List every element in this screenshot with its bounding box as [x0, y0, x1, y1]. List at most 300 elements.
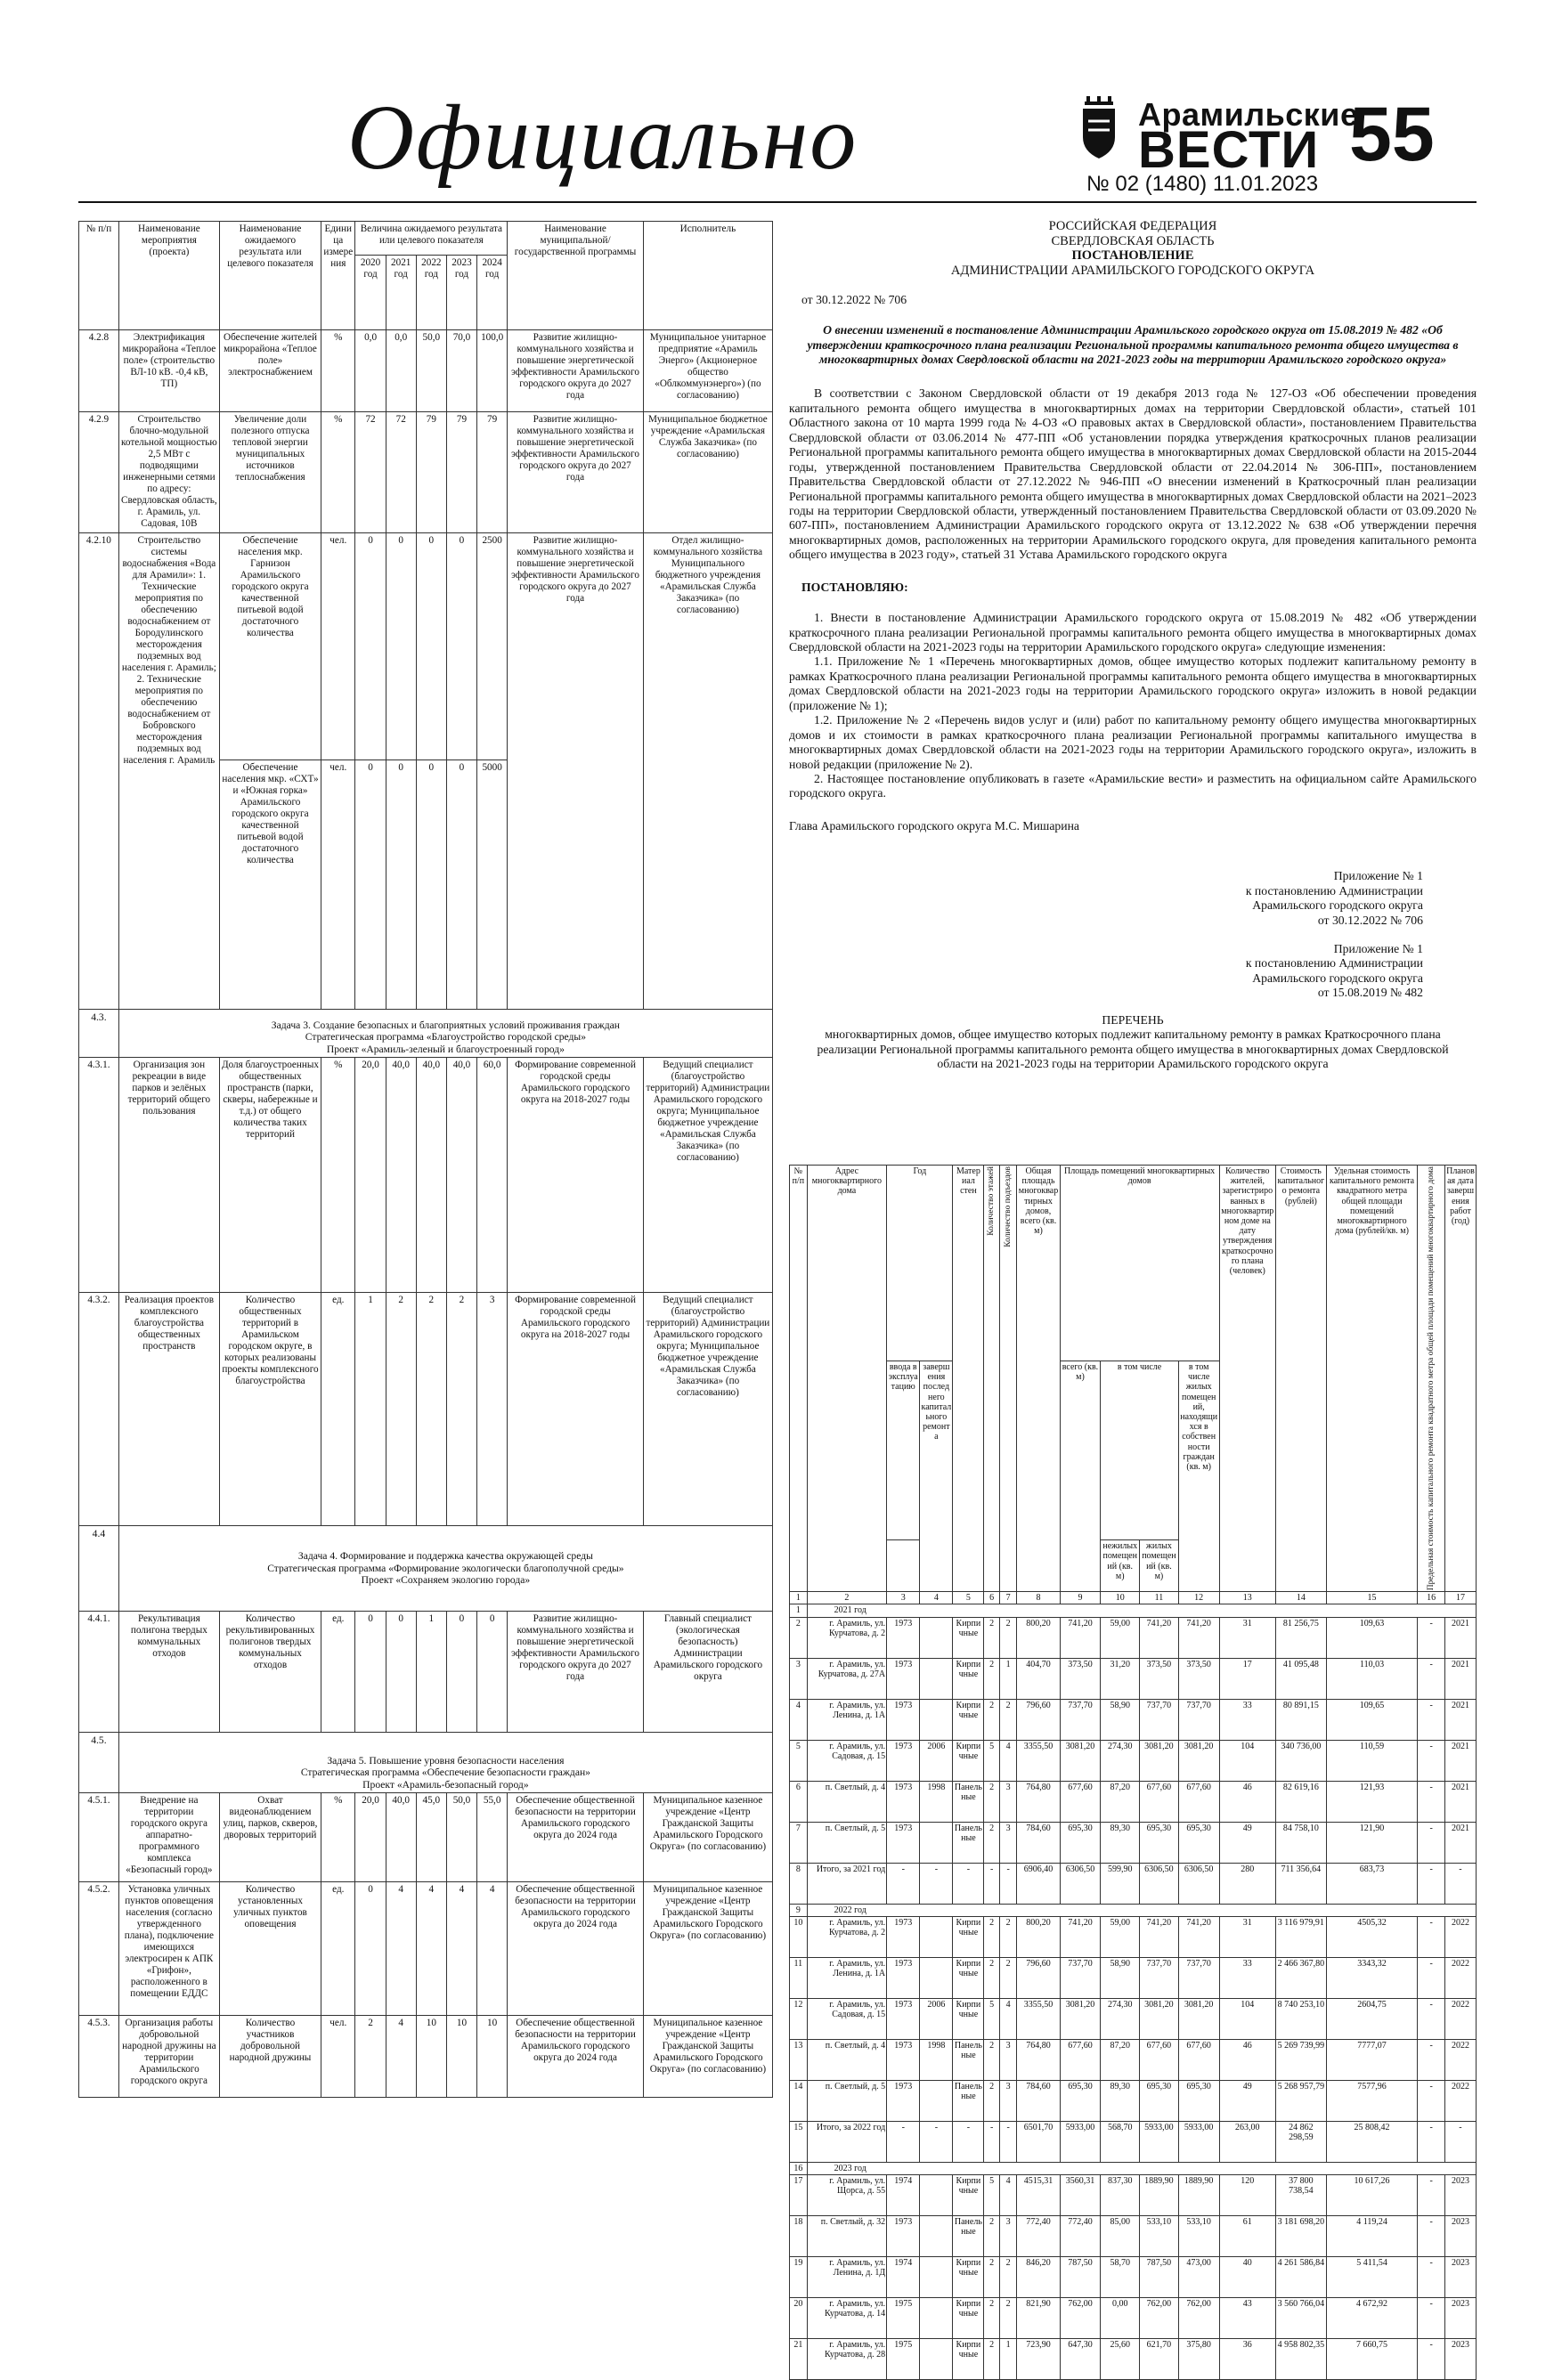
row-event: Внедрение на территории городского округа аппаратно-программного комплекса «Безопасный город» [118, 1793, 219, 1882]
row-value: 0 [386, 760, 416, 1010]
header-event: Наименование мероприятия (проекта) [118, 222, 219, 330]
table-row [79, 1882, 773, 2016]
row-g: 695,30 [1178, 2080, 1219, 2121]
row-g: 695,30 [1178, 1822, 1219, 1863]
row-address: п. Светлый, д. 4 [807, 2039, 887, 2080]
row-value: 20,0 [355, 1058, 386, 1293]
table-row [790, 1957, 1477, 1998]
row-y: 1973 [887, 1740, 920, 1781]
row-num: 15 [790, 2121, 808, 2162]
row-indicator: Количество общественных территорий в Арамильском городском округе, в которых реализованы проекты комплексного благоустройства [219, 1293, 321, 1526]
row-y2 [920, 1957, 953, 1998]
row-c: 24 862 298,59 [1275, 2121, 1326, 2162]
row-event: Организация работы добровольной народной дружины на территории Арамильского городского округа [118, 2016, 219, 2098]
row-l: - [1418, 2175, 1445, 2216]
row-unit: ед. [321, 1293, 355, 1526]
row-y: 1973 [887, 2039, 920, 2080]
row-l: - [1418, 2121, 1445, 2162]
row-nr: 274,30 [1101, 1998, 1140, 2039]
row-value: 100,0 [477, 330, 508, 412]
row-m: - [953, 2121, 984, 2162]
row-l: - [1418, 1957, 1445, 1998]
row-g: 1889,90 [1178, 2175, 1219, 2216]
row-nr: 58,90 [1101, 1699, 1140, 1740]
row-a: 3355,50 [1017, 1740, 1060, 1781]
row-address: п. Светлый, д. 5 [807, 1822, 887, 1863]
row-value: 0 [477, 1612, 508, 1733]
row-c: 81 256,75 [1275, 1617, 1326, 1658]
row-y: 1973 [887, 1658, 920, 1699]
row-executor: Муниципальное казенное учреждение «Центр Гражданской Защиты Арамильского Городского Округа» (по согласованию) [643, 1793, 772, 1882]
row-e: - [999, 2121, 1017, 2162]
row-f: 2 [984, 2080, 999, 2121]
row-d: 2022 [1444, 1916, 1476, 1957]
row-address: г. Арамиль, ул. Курчатова, д. 2 [807, 1617, 887, 1658]
row-value: 0 [386, 533, 416, 760]
row-c: 3 181 698,20 [1275, 2216, 1326, 2257]
row-g: 375,80 [1178, 2339, 1219, 2380]
column-number: 6 [984, 1592, 999, 1604]
decree-signature: Глава Арамильского городского округа М.С. Мишарина [789, 818, 1079, 833]
row-value: 79 [477, 412, 508, 533]
table-row [790, 2121, 1477, 2162]
row-e: 1 [999, 2339, 1017, 2380]
row-f: 2 [984, 2257, 999, 2298]
table-row [79, 1058, 773, 1293]
row-p: 43 [1219, 2298, 1275, 2339]
row-g: 737,70 [1178, 1957, 1219, 1998]
row-executor: Ведущий специалист (благоустройство территорий) Администрации Арамильского городского округа; Муниципальное бюджетное учреждение «Арамильская Служба Заказчика» (по согласованию) [643, 1058, 772, 1293]
row-program: Развитие жилищно-коммунального хозяйства и повышение энергетической эффективности Арамильского городского округа до 2027 года [508, 412, 644, 533]
row-program: Обеспечение общественной безопасности на территории Арамильского городского округа до 2024 года [508, 1882, 644, 2016]
row-u: 7777,07 [1326, 2039, 1418, 2080]
appendix-line: Арамильского городского округа [1252, 971, 1423, 985]
row-f: 5 [984, 1740, 999, 1781]
year-group-row [790, 1604, 1477, 1617]
row-executor: Муниципальное казенное учреждение «Центр Гражданской Защиты Арамильского Городского Округа» (по согласованию) [643, 2016, 772, 2098]
row-num: 10 [790, 1916, 808, 1957]
table-row [79, 533, 773, 760]
row-p: 31 [1219, 1617, 1275, 1658]
row-nr: 568,70 [1101, 2121, 1140, 2162]
task-num: 4.4 [79, 1526, 119, 1612]
row-g: 3081,20 [1178, 1740, 1219, 1781]
row-value: 79 [446, 412, 476, 533]
row-g: 741,20 [1178, 1916, 1219, 1957]
row-e: 1 [999, 1658, 1017, 1699]
row-a: 796,60 [1017, 1699, 1060, 1740]
row-address: Итого, за 2022 год [807, 2121, 887, 2162]
rt-header-last-repair: завершения последнего капитального ремонта [920, 1361, 953, 1592]
row-address: г. Арамиль, ул. Курчатова, д. 2 [807, 1916, 887, 1957]
table-row [790, 1699, 1477, 1740]
row-u: 25 808,42 [1326, 2121, 1418, 2162]
row-value: 1 [416, 1612, 446, 1733]
year-group-label: 2022 год [807, 1904, 1476, 1916]
task-program: Стратегическая программа «Обеспечение безопасности граждан» [300, 1767, 590, 1779]
row-p: 49 [1219, 2080, 1275, 2121]
row-num: 17 [790, 2175, 808, 2216]
task-project: Проект «Арамиль-безопасный город» [362, 1778, 529, 1791]
row-l: - [1418, 1998, 1445, 2039]
row-program: Развитие жилищно-коммунального хозяйства и повышение энергетической эффективности Арамильского городского округа до 2027 года [508, 533, 644, 1010]
row-event: Электрификация микрорайона «Теплое поле» (строительство ВЛ-10 кВ. -0,4 кВ, ТП) [118, 330, 219, 412]
row-address: г. Арамиль, ул. Курчатова, д. 27А [807, 1658, 887, 1699]
row-event: Рекультивация полигона твердых коммунальных отходов [118, 1612, 219, 1733]
row-address: г. Арамиль, ул. Щорса, д. 55 [807, 2175, 887, 2216]
decree-preamble: В соответствии с Законом Свердловской области от 19 декабря 2013 года № 127-ОЗ «Об обеспечении проведения капитального ремонта общего имущества в многоквартирных домах на территории Свердловской области», статьей 101 Областного закона от 10 марта 1999 года № 4-ОЗ «О правовых актах в Свердловской области», постановлением Правительства Свердловской области от 03.06.2014 № 477-ПП «Об установлении порядка утверждения краткосрочных планов реализации Региональной программы капитального ремонта общего имущества в многоквартирных домах Свердловской области на 2015-2044 годы, утвержденной постановлением Правительства Свердловской области от 22.04.2014 № 306-ПП», постановлением Правительства Свердловской области от 27.12.2022 № 946-ПП «О внесении изменений в Краткосрочный план реализации Региональной программы капитального ремонта общего имущества в многоквартирных домах Свердловской области на 2021–2023 годы на территории Свердловской области, утвержденный постановлением Правительства Свердловской области от 03.09.2020 № 607-ПП», постановлением Администрации Арамильского городского округа от 13.12.2022 № 638 «Об утверждении перечня многоквартирных домов, расположенных на территории Арамильского городского округа, для проведения капитального ремонта общего имущества в 2023 году», статьей 31 Устава Арамильского городского округа [789, 386, 1477, 562]
row-nr: 837,30 [1101, 2175, 1140, 2216]
row-value: 0 [446, 1612, 476, 1733]
row-y2 [920, 1617, 953, 1658]
row-a: 800,20 [1017, 1916, 1060, 1957]
row-r: 762,00 [1140, 2298, 1179, 2339]
row-r: 741,20 [1140, 1916, 1179, 1957]
row-e: 2 [999, 1699, 1017, 1740]
row-l: - [1418, 2257, 1445, 2298]
row-event: Строительство блочно-модульной котельной мощностью 2,5 МВт с подводящими инженерными сетями по адресу: Свердловская область, г. Арамиль, ул. Садовая, 10В [118, 412, 219, 533]
row-f: 2 [984, 2216, 999, 2257]
header-values-group: Величина ожидаемого результата или целевого показателя [355, 222, 508, 256]
row-u: 7 660,75 [1326, 2339, 1418, 2380]
row-indicator: Охват видеонаблюдением улиц, парков, скверов, дворовых территорий [219, 1793, 321, 1882]
row-nr: 0,00 [1101, 2298, 1140, 2339]
row-a: 846,20 [1017, 2257, 1060, 2298]
row-num: 4.2.10 [79, 533, 119, 1010]
row-y2: 2006 [920, 1998, 953, 2039]
row-c: 8 740 253,10 [1275, 1998, 1326, 2039]
row-a: 764,80 [1017, 2039, 1060, 2080]
column-number: 10 [1101, 1592, 1140, 1604]
row-nr: 85,00 [1101, 2216, 1140, 2257]
row-u: 4505,32 [1326, 1916, 1418, 1957]
table-row [79, 1612, 773, 1733]
row-a: 404,70 [1017, 1658, 1060, 1699]
row-e: 3 [999, 2216, 1017, 2257]
row-address: г. Арамиль, ул. Садовая, д. 15 [807, 1998, 887, 2039]
row-e: 3 [999, 1781, 1017, 1822]
row-y2: 2006 [920, 1740, 953, 1781]
row-indicator: Количество рекультивированных полигонов твердых коммунальных отходов [219, 1612, 321, 1733]
decree-subject: О внесении изменений в постановление Администрации Арамильского городского округа от 15.08.2019 № 482 «Об утверждении краткосрочного плана реализации Региональной программы капитального ремонта общего имущества в многоквартирных домах Свердловской области на 2021-2023 годы на территории Арамильского городского округа» [807, 323, 1459, 366]
appendix-line: Приложение № 1 [1333, 869, 1423, 883]
row-y2 [920, 2339, 953, 2380]
row-c: 37 800 738,54 [1275, 2175, 1326, 2216]
task-program: Стратегическая программа «Благоустройство городской среды» [305, 1031, 587, 1044]
table-row [790, 2298, 1477, 2339]
header-num: № п/п [79, 222, 119, 330]
row-p: 33 [1219, 1957, 1275, 1998]
row-address: Итого, за 2021 год [807, 1863, 887, 1904]
row-g: 677,60 [1178, 2039, 1219, 2080]
row-e: - [999, 1863, 1017, 1904]
row-y: 1973 [887, 1699, 920, 1740]
appendix-note-current [789, 869, 1477, 928]
row-p: 36 [1219, 2339, 1275, 2380]
row-t: 695,30 [1060, 1822, 1101, 1863]
newspaper-brand-main: ВЕСТИ [1138, 121, 1320, 179]
rt-header-premises: Площадь помещений многоквартирных домов [1060, 1166, 1219, 1361]
row-d: 2021 [1444, 1781, 1476, 1822]
row-y2 [920, 1916, 953, 1957]
row-d: 2021 [1444, 1617, 1476, 1658]
task-title: Задача 3. Создание безопасных и благоприятных условий проживания граждан [271, 1019, 621, 1031]
row-value: 4 [446, 1882, 476, 2016]
table-row [790, 1998, 1477, 2039]
row-value: 10 [446, 2016, 476, 2098]
row-value: 60,0 [477, 1058, 508, 1293]
table-row [790, 1916, 1477, 1957]
row-p: 120 [1219, 2175, 1275, 2216]
row-program: Обеспечение общественной безопасности на территории Арамильского городского округа до 2024 года [508, 2016, 644, 2098]
row-g: 6306,50 [1178, 1863, 1219, 1904]
row-t: 5933,00 [1060, 2121, 1101, 2162]
row-num: 16 [790, 2162, 808, 2174]
row-unit: % [321, 1793, 355, 1882]
row-u: 121,90 [1326, 1822, 1418, 1863]
row-num: 4.5.1. [79, 1793, 119, 1882]
row-value: 40,0 [386, 1058, 416, 1293]
appendix-line: от 30.12.2022 № 706 [1317, 913, 1423, 927]
row-t: 647,30 [1060, 2339, 1101, 2380]
rt-header-entrances: Количество подъездов [1003, 1166, 1013, 1247]
rt-header-limit: Предельная стоимость капитального ремонта квадратного метра общей площади помещений многоквартирного дома [1426, 1166, 1436, 1591]
header-year: 2021 год [386, 256, 416, 330]
table-row [790, 2216, 1477, 2257]
row-unit: % [321, 330, 355, 412]
row-value: 2 [386, 1293, 416, 1526]
row-nr: 31,20 [1101, 1658, 1140, 1699]
row-address: п. Светлый, д. 32 [807, 2216, 887, 2257]
row-t: 3081,20 [1060, 1740, 1101, 1781]
row-y2 [920, 2175, 953, 2216]
row-value: 79 [416, 412, 446, 533]
row-c: 2 466 367,80 [1275, 1957, 1326, 1998]
row-m: Кирпичные [953, 2298, 984, 2339]
row-m: Кирпичные [953, 1998, 984, 2039]
row-r: 741,20 [1140, 1617, 1179, 1658]
row-a: 800,20 [1017, 1617, 1060, 1658]
row-value: 0 [386, 1612, 416, 1733]
row-program: Формирование современной городской среды Арамильского городского округа на 2018-2027 годы [508, 1293, 644, 1526]
row-g: 5933,00 [1178, 2121, 1219, 2162]
row-num: 3 [790, 1658, 808, 1699]
row-a: 784,60 [1017, 2080, 1060, 2121]
row-c: 5 268 957,79 [1275, 2080, 1326, 2121]
row-num: 4.5.3. [79, 2016, 119, 2098]
table-row [790, 1822, 1477, 1863]
row-address: г. Арамиль, ул. Ленина, д. 1А [807, 1957, 887, 1998]
row-num: 14 [790, 2080, 808, 2121]
row-m: Панельные [953, 2080, 984, 2121]
row-l: - [1418, 2039, 1445, 2080]
row-g: 533,10 [1178, 2216, 1219, 2257]
row-m: Кирпичные [953, 1699, 984, 1740]
row-t: 3081,20 [1060, 1998, 1101, 2039]
row-nr: 25,60 [1101, 2339, 1140, 2380]
row-num: 18 [790, 2216, 808, 2257]
row-value: 0 [355, 1612, 386, 1733]
row-f: 2 [984, 1822, 999, 1863]
row-u: 2604,75 [1326, 1998, 1418, 2039]
row-value: 4 [386, 1882, 416, 2016]
row-indicator: Количество участников добровольной народной дружины [219, 2016, 321, 2098]
row-value: 40,0 [416, 1058, 446, 1293]
task-project: Проект «Сохраняем экологию города» [361, 1574, 531, 1587]
header-year: 2022 год [416, 256, 446, 330]
row-f: 2 [984, 1699, 999, 1740]
row-f: 5 [984, 1998, 999, 2039]
row-m: Кирпичные [953, 1658, 984, 1699]
row-value: 10 [416, 2016, 446, 2098]
row-y: - [887, 1863, 920, 1904]
row-y2 [920, 2298, 953, 2339]
row-d: 2023 [1444, 2175, 1476, 2216]
rt-header-nonres: нежилых помещений (кв. м) [1101, 1540, 1140, 1592]
row-a: 6906,40 [1017, 1863, 1060, 1904]
row-e: 4 [999, 2175, 1017, 2216]
row-address: п. Светлый, д. 4 [807, 1781, 887, 1822]
row-d: 2021 [1444, 1822, 1476, 1863]
row-p: 31 [1219, 1916, 1275, 1957]
row-num: 4.5.2. [79, 1882, 119, 2016]
row-value: 0 [355, 760, 386, 1010]
row-f: 2 [984, 2298, 999, 2339]
row-r: 621,70 [1140, 2339, 1179, 2380]
row-indicator: Обеспечение жителей микрорайона «Теплое поле» электроснабжением [219, 330, 321, 412]
row-t: 677,60 [1060, 1781, 1101, 1822]
row-d: 2023 [1444, 2298, 1476, 2339]
row-g: 762,00 [1178, 2298, 1219, 2339]
decree-block [789, 219, 1477, 1072]
rt-column-numbers [790, 1592, 1477, 1604]
row-m: - [953, 1863, 984, 1904]
row-u: 109,63 [1326, 1617, 1418, 1658]
row-y: 1973 [887, 1781, 920, 1822]
row-e: 2 [999, 2257, 1017, 2298]
row-nr: 274,30 [1101, 1740, 1140, 1781]
row-d: 2023 [1444, 2216, 1476, 2257]
row-y: 1975 [887, 2298, 920, 2339]
row-value: 0 [355, 533, 386, 760]
row-y2: 1998 [920, 2039, 953, 2080]
rt-header-cost: Стоимость капитального ремонта (рублей) [1275, 1166, 1326, 1592]
row-a: 723,90 [1017, 2339, 1060, 2380]
task-program: Стратегическая программа «Формирование экологически благополучной среды» [267, 1562, 624, 1574]
row-value: 2 [446, 1293, 476, 1526]
row-y: 1974 [887, 2175, 920, 2216]
row-t: 737,70 [1060, 1699, 1101, 1740]
rt-header-plan: Плановая дата завершения работ (год) [1444, 1166, 1476, 1592]
row-y: 1973 [887, 1998, 920, 2039]
row-value: 4 [416, 1882, 446, 2016]
row-f: - [984, 2121, 999, 2162]
column-number: 4 [920, 1592, 953, 1604]
row-f: 2 [984, 2339, 999, 2380]
column-number: 3 [887, 1592, 920, 1604]
row-a: 772,40 [1017, 2216, 1060, 2257]
row-a: 764,80 [1017, 1781, 1060, 1822]
row-value: 20,0 [355, 1793, 386, 1882]
year-group-label: 2021 год [807, 1604, 1476, 1617]
row-u: 683,73 [1326, 1863, 1418, 1904]
section-title: Официально [347, 86, 858, 189]
rt-header-inhabited: в том числе жилых помещений, находящихся в собственности граждан (кв. м) [1178, 1361, 1219, 1592]
header-year: 2024 год [477, 256, 508, 330]
column-number: 9 [1060, 1592, 1101, 1604]
row-t: 741,20 [1060, 1916, 1101, 1957]
task-row [79, 1733, 773, 1793]
table-row [790, 1617, 1477, 1658]
row-num: 4 [790, 1699, 808, 1740]
row-r: 5933,00 [1140, 2121, 1179, 2162]
row-d: 2021 [1444, 1740, 1476, 1781]
row-value: 0 [355, 1882, 386, 2016]
row-f: 2 [984, 2039, 999, 2080]
row-program: Развитие жилищно-коммунального хозяйства и повышение энергетической эффективности Арамильского городского округа до 2027 года [508, 1612, 644, 1733]
decree-country: РОССИЙСКАЯ ФЕДЕРАЦИЯ [1048, 219, 1217, 233]
column-number: 2 [807, 1592, 887, 1604]
row-t: 695,30 [1060, 2080, 1101, 2121]
row-num: 4.3.2. [79, 1293, 119, 1526]
row-num: 7 [790, 1822, 808, 1863]
row-num: 20 [790, 2298, 808, 2339]
row-t: 3560,31 [1060, 2175, 1101, 2216]
row-c: 82 619,16 [1275, 1781, 1326, 1822]
row-unit: ед. [321, 1882, 355, 2016]
row-u: 3343,32 [1326, 1957, 1418, 1998]
table-row [79, 2016, 773, 2098]
row-address: г. Арамиль, ул. Курчатова, д. 14 [807, 2298, 887, 2339]
row-c: 3 560 766,04 [1275, 2298, 1326, 2339]
column-number: 11 [1140, 1592, 1179, 1604]
row-g: 741,20 [1178, 1617, 1219, 1658]
decree-region: СВЕРДЛОВСКАЯ ОБЛАСТЬ [1051, 233, 1215, 248]
row-t: 373,50 [1060, 1658, 1101, 1699]
row-u: 4 672,92 [1326, 2298, 1418, 2339]
row-value: 0,0 [386, 330, 416, 412]
column-number: 14 [1275, 1592, 1326, 1604]
row-e: 3 [999, 1822, 1017, 1863]
column-number: 12 [1178, 1592, 1219, 1604]
header-executor: Исполнитель [643, 222, 772, 330]
row-f: 2 [984, 1916, 999, 1957]
row-m: Кирпичные [953, 2257, 984, 2298]
row-f: - [984, 1863, 999, 1904]
row-value: 5000 [477, 760, 508, 1010]
row-event: Установка уличных пунктов оповещения населения (согласно утвержденного плана), подключение имеющихся электросирен к АПК «Грифон», расположенного в помещении ЕДДС [118, 1882, 219, 2016]
decree-date: от 30.12.2022 № 706 [801, 292, 907, 306]
row-r: 6306,50 [1140, 1863, 1179, 1904]
row-nr: 89,30 [1101, 1822, 1140, 1863]
row-num: 1 [790, 1604, 808, 1617]
row-r: 677,60 [1140, 2039, 1179, 2080]
row-t: 6306,50 [1060, 1863, 1101, 1904]
appendix-line: Арамильского городского округа [1252, 898, 1423, 913]
city-coat-of-arms-icon [1079, 96, 1119, 160]
row-num: 9 [790, 1904, 808, 1916]
row-p: 40 [1219, 2257, 1275, 2298]
row-num: 19 [790, 2257, 808, 2298]
row-address: г. Арамиль, ул. Ленина, д. 1А [807, 1699, 887, 1740]
program-events-table [78, 221, 773, 2098]
row-nr: 87,20 [1101, 1781, 1140, 1822]
row-value: 4 [386, 2016, 416, 2098]
row-y2: 1998 [920, 1781, 953, 1822]
row-executor: Муниципальное казенное учреждение «Центр Гражданской Защиты Арамильского Городского Округа» (по согласованию) [643, 1882, 772, 2016]
row-event: Реализация проектов комплексного благоустройства общественных пространств [118, 1293, 219, 1526]
row-l: - [1418, 1658, 1445, 1699]
